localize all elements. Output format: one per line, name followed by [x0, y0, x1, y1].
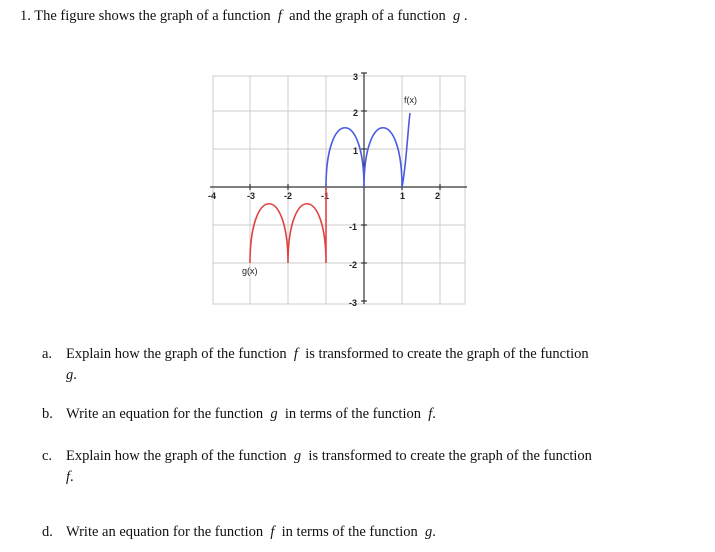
g-label: g(x) [242, 266, 258, 276]
x-tick-label: 2 [435, 191, 441, 201]
y-tick-label: -1 [349, 222, 358, 232]
part-text-segment: . [73, 367, 77, 383]
title-mid: and the graph of a function [289, 8, 446, 24]
part-text-segment: is transformed to create the graph of the function [305, 346, 589, 362]
part-letter: c. [42, 448, 53, 464]
part-text-segment: in terms of the function [284, 406, 421, 422]
y-tick-label: -2 [349, 260, 358, 270]
part-text-segment: Write an equation for the function [66, 524, 264, 540]
x-tick-label: -4 [208, 191, 217, 201]
question-title [20, 8, 468, 25]
part-var: f [66, 469, 71, 485]
part-b [42, 404, 602, 425]
part-a [42, 344, 602, 386]
part-text [66, 522, 602, 543]
part-text-segment: is transformed to create the graph of the function [308, 448, 592, 464]
part-text-segment: . [432, 524, 436, 540]
part-var: f [293, 346, 298, 362]
y-tick-label: -3 [349, 298, 358, 308]
title-end: . [463, 8, 468, 24]
part-text [66, 344, 602, 386]
part-text-segment: Explain how the graph of the function [66, 448, 287, 464]
title-f: f [277, 8, 282, 24]
part-text-segment: . [432, 406, 436, 422]
part-d [42, 522, 602, 543]
x-tick-label: -2 [284, 191, 293, 201]
title-prefix: 1. The figure shows the graph of a function [20, 8, 271, 24]
part-text-segment: Explain how the graph of the function [66, 346, 287, 362]
part-letter: a. [42, 346, 53, 362]
x-tick-label: -3 [247, 191, 256, 201]
x-tick-label: -1 [321, 191, 330, 201]
function-graph [205, 68, 475, 326]
part-text [66, 404, 602, 425]
title-g: g [453, 8, 461, 24]
part-text-segment: in terms of the function [281, 524, 418, 540]
part-var: f [428, 406, 433, 422]
part-letter: b. [42, 406, 53, 422]
part-text-segment: . [70, 469, 74, 485]
part-letter: d. [42, 524, 53, 540]
part-var: g [66, 367, 74, 383]
part-text [66, 446, 602, 488]
y-tick-label: 3 [353, 72, 359, 82]
part-var: g [270, 406, 278, 422]
graph-svg [205, 68, 475, 326]
f-curve [326, 113, 410, 187]
f-label: f(x) [404, 95, 417, 105]
x-tick-label: 1 [400, 191, 406, 201]
part-var: f [270, 524, 275, 540]
y-tick-label: 2 [353, 108, 359, 118]
part-var: g [425, 524, 433, 540]
y-tick-label: 1 [353, 146, 359, 156]
part-text-segment: Write an equation for the function [66, 406, 264, 422]
part-c [42, 446, 602, 488]
part-var: g [293, 448, 302, 464]
